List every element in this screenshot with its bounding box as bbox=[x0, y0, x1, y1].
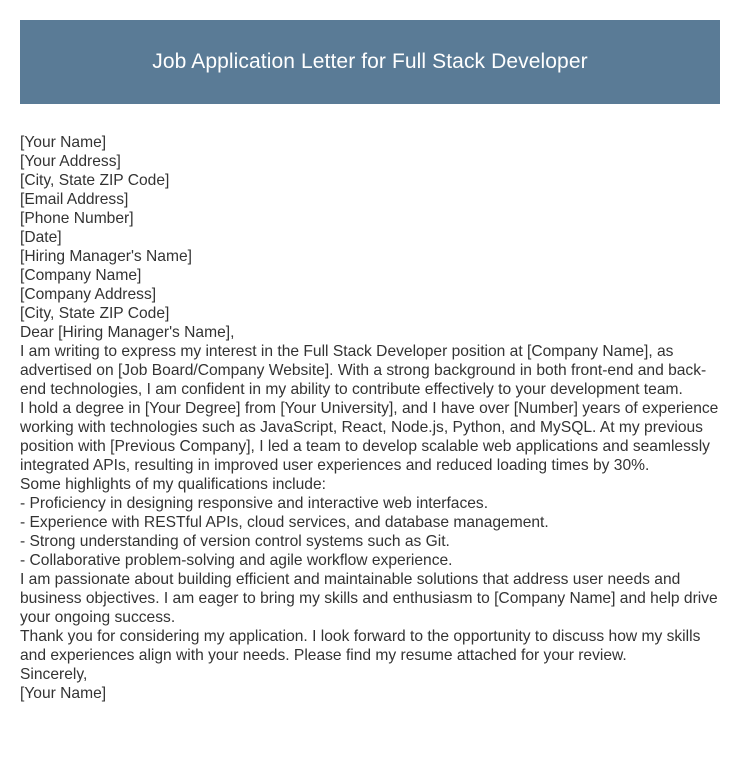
passion-paragraph: I am passionate about building efficient and maintainable solutions that address user needs and business objectives. I am eager to bring my skills and enthusiasm to [Company Name] and help drive your ongoing success. bbox=[20, 571, 718, 626]
highlights-intro: Some highlights of my qualifications include: bbox=[20, 476, 326, 493]
closing-paragraph: Thank you for considering my application. I look forward to the opportunity to discuss how my skills and experiences align with your needs. Please find my resume attached for your review. bbox=[20, 628, 701, 664]
page-title: Job Application Letter for Full Stack Developer bbox=[152, 50, 588, 73]
recipient-city-state-zip: [City, State ZIP Code] bbox=[20, 305, 170, 322]
signature: [Your Name] bbox=[20, 685, 107, 702]
sender-phone: [Phone Number] bbox=[20, 210, 134, 227]
recipient-manager: [Hiring Manager's Name] bbox=[20, 248, 192, 265]
sender-city-state-zip: [City, State ZIP Code] bbox=[20, 172, 170, 189]
sender-email: [Email Address] bbox=[20, 191, 129, 208]
sender-name: [Your Name] bbox=[20, 134, 107, 151]
recipient-address: [Company Address] bbox=[20, 286, 157, 303]
letter-date: [Date] bbox=[20, 229, 62, 246]
letter-header bbox=[20, 20, 720, 104]
recipient-company: [Company Name] bbox=[20, 267, 142, 284]
sender-address: [Your Address] bbox=[20, 153, 121, 170]
highlight-item: - Collaborative problem-solving and agile workflow experience. bbox=[20, 552, 453, 569]
highlight-item: - Experience with RESTful APIs, cloud services, and database management. bbox=[20, 514, 549, 531]
letter-body bbox=[20, 133, 720, 703]
salutation: Dear [Hiring Manager's Name], bbox=[20, 324, 235, 341]
intro-paragraph: I am writing to express my interest in the Full Stack Developer position at [Company Name], as advertised on [Job Board/Company Website]. With a strong background in both front-end and back-end technologies, I am confident in my ability to contribute effectively to your development team. bbox=[20, 343, 707, 398]
highlight-item: - Strong understanding of version control systems such as Git. bbox=[20, 533, 450, 550]
experience-paragraph: I hold a degree in [Your Degree] from [Your University], and I have over [Number] years of experience working with technologies such as JavaScript, React, Node.js, Python, and MySQL. At my previous position with [Previous Company], I led a team to develop scalable web applications and seamlessly integrated APIs, resulting in improved user experiences and reduced loading times by 30%. bbox=[20, 400, 719, 474]
signoff: Sincerely, bbox=[20, 666, 88, 683]
highlight-item: - Proficiency in designing responsive and interactive web interfaces. bbox=[20, 495, 489, 512]
